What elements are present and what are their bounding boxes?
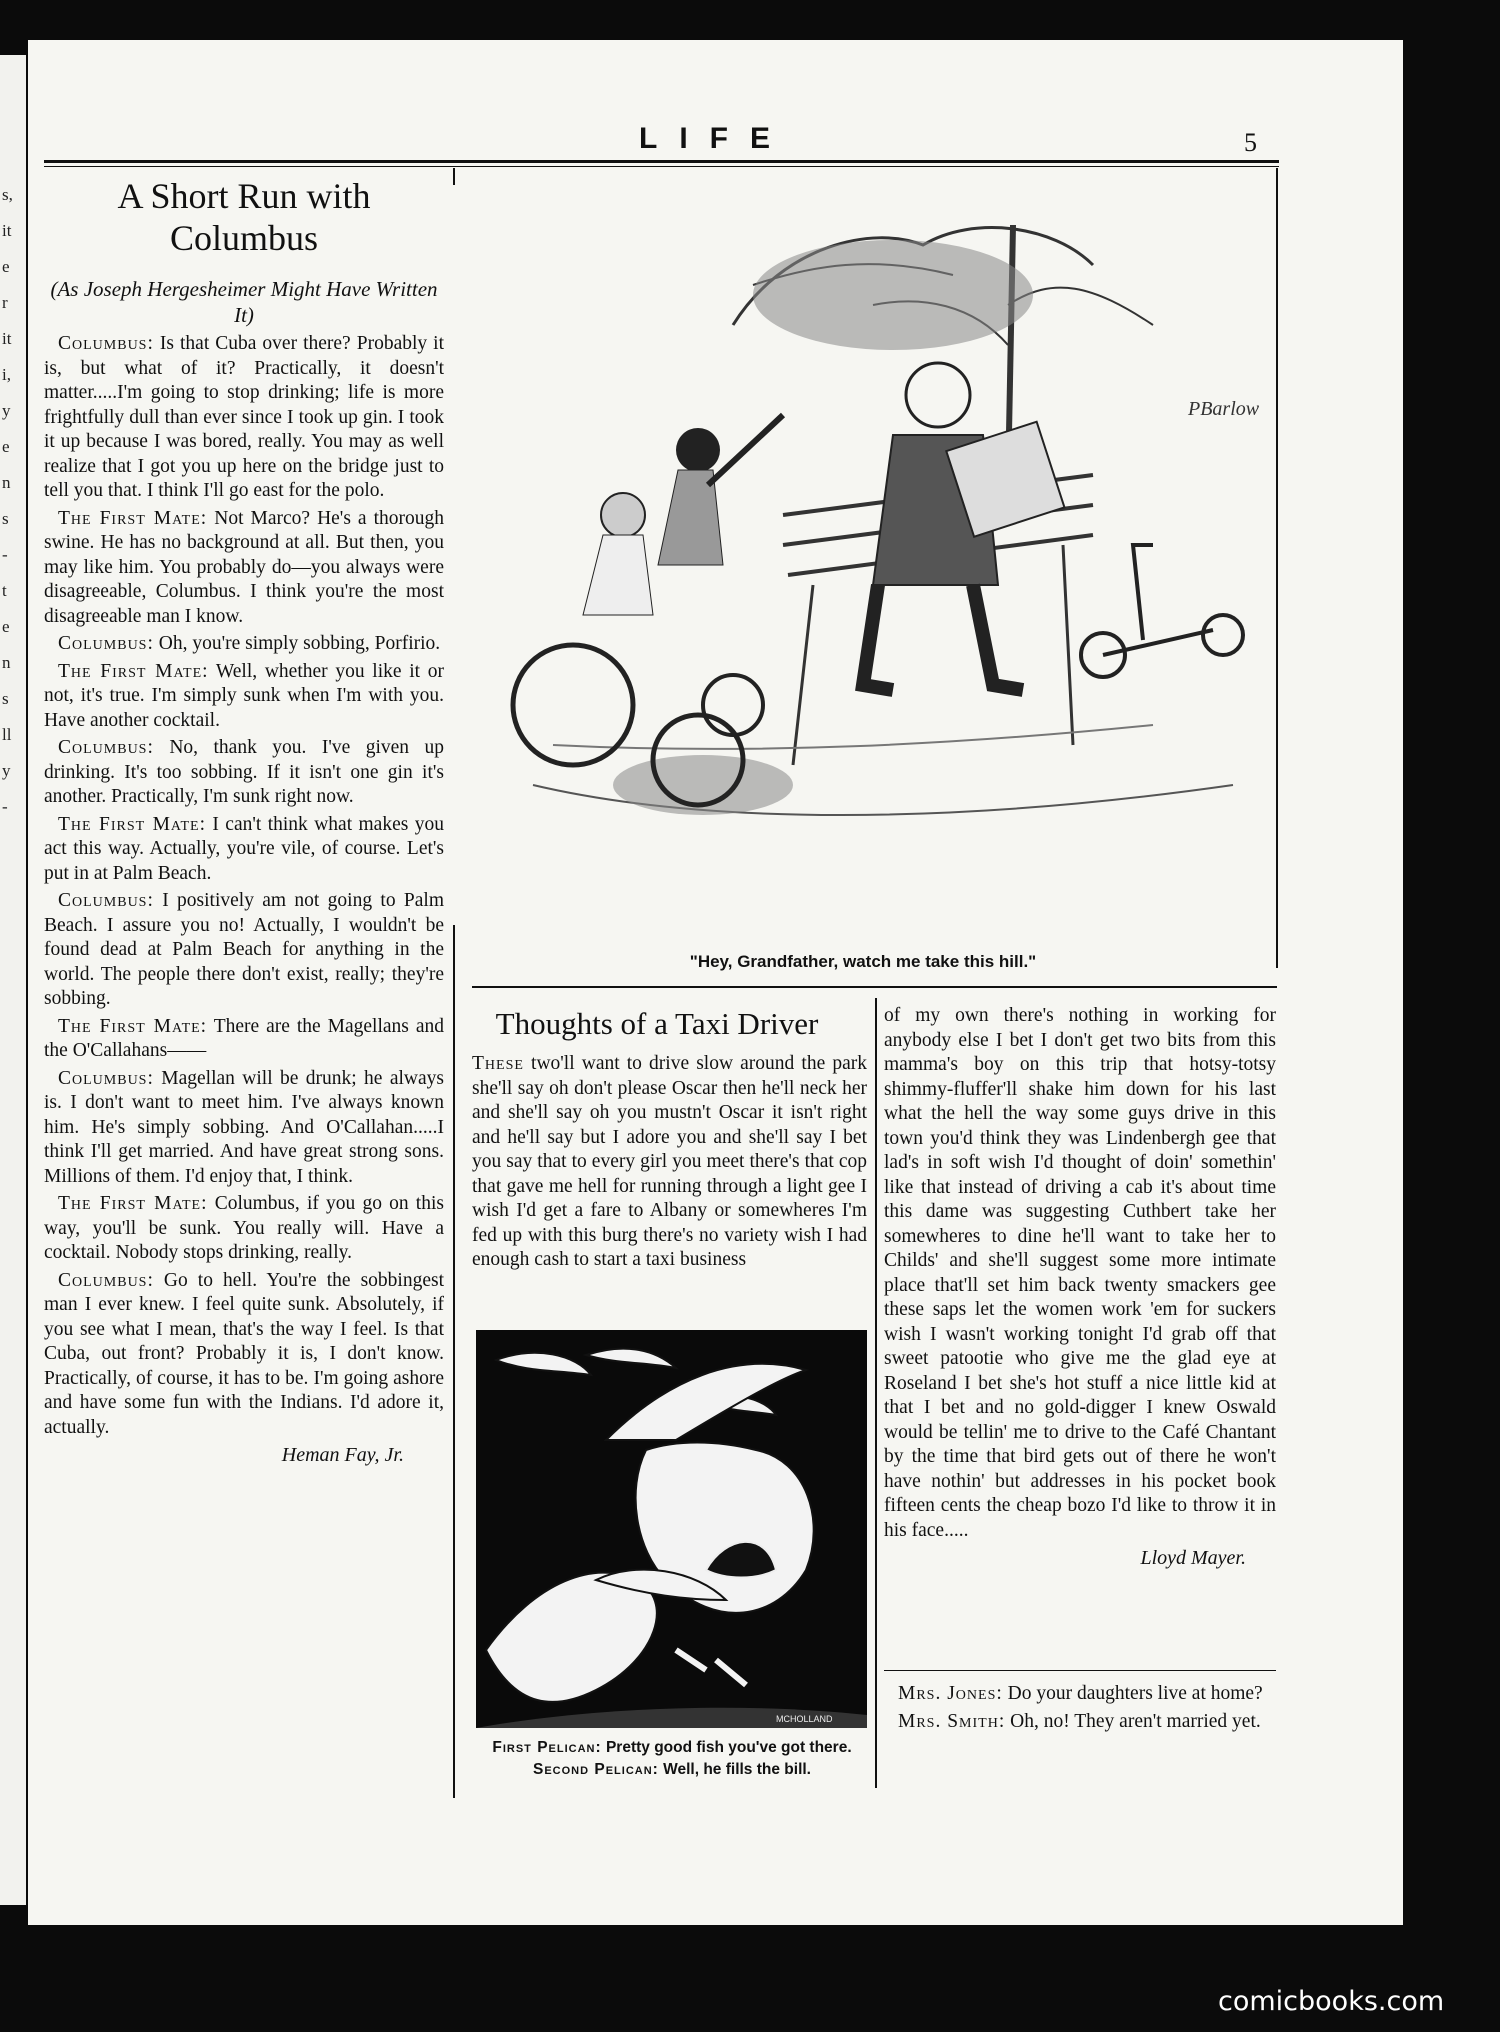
- masthead: LIFE: [639, 122, 792, 155]
- margin-fragment: e: [2, 617, 10, 636]
- margin-fragment: ll: [2, 725, 12, 744]
- joke-rule: [884, 1670, 1276, 1671]
- taxi-article-title: Thoughts of a Taxi Driver: [495, 1006, 819, 1041]
- article-paragraph: [44, 1015, 444, 1064]
- pelican-speaker-2: Second Pelican:: [533, 1761, 659, 1778]
- article-signature: Heman Fay, Jr.: [281, 1444, 404, 1466]
- article-paragraph: [44, 660, 444, 734]
- taxi-article-col2: [884, 1004, 1276, 1571]
- pelican-line-1: Pretty good fish you've got there.: [601, 1739, 852, 1756]
- speaker-label: Columbus:: [58, 890, 154, 911]
- dialogue-text: I can't think what makes you act this way. Actually, you're vile, of course. Let's put in at Palm Beach.: [44, 813, 444, 884]
- column-divider-2: [875, 998, 877, 1788]
- margin-fragment: it: [2, 221, 12, 240]
- pelican-artist-signature: MCHOLLAND: [776, 1714, 833, 1724]
- joke-block: [884, 1682, 1276, 1737]
- speaker-label: The First Mate:: [58, 660, 209, 682]
- dialogue-text: No, thank you. I've given up drinking. It's too sobbing. If it isn't one gin it's another. Practically, I'm sunk right now.: [44, 737, 444, 807]
- article-paragraph: [44, 1067, 444, 1190]
- dialogue-text: Not Marco? He's a thorough swine. He has no background at all. But then, you may like him. You probably do—you always were disagreeable, Columbus. I think you're the most disagreeable man I know.: [44, 507, 444, 627]
- margin-fragment: e: [2, 257, 10, 276]
- taxi-article-text-1: two'll want to drive slow around the park she'll say oh don't please Oscar then he'll neck her and she'll say oh you mustn't Oscar it isn't right and he'll say but I adore you and she'll say I bet you say that to every girl you meet there's that cop that gave me hell for running through a light gee I wish I'd get a fare to Albany or somewheres I'm fed up with this burg there's no variety wish I had enough cash to start a taxi business: [472, 1053, 867, 1270]
- article-paragraph: [44, 736, 444, 810]
- speaker-label: The First Mate:: [58, 813, 206, 835]
- taxi-article-col1: [472, 1052, 867, 1276]
- magazine-page: [28, 40, 1403, 1925]
- joke-line-1: Do your daughters live at home?: [1002, 1683, 1263, 1704]
- taxi-article-signature: Lloyd Mayer.: [1140, 1547, 1246, 1569]
- margin-fragment: i,: [2, 365, 11, 384]
- dialogue-text: There are the Magellans and the O'Callahans——: [44, 1015, 444, 1061]
- speaker-label: Columbus:: [58, 633, 154, 654]
- margin-fragment: s: [2, 689, 9, 708]
- margin-fragment: s,: [2, 185, 13, 204]
- speaker-label: Columbus:: [58, 1269, 154, 1291]
- dialogue-text: Magellan will be drunk; he always is. I don't want to meet him. I've always known him. He's simply sobbing. And O'Callahan.....I think I'll get married. And have great strong sons. Millions of them. I'd enjoy that, I think.: [44, 1067, 444, 1187]
- article-paragraph: [44, 889, 444, 1012]
- article-body-columbus: [44, 332, 444, 1468]
- dialogue-text: Is that Cuba over there? Probably it is, but what of it? Practically, it doesn't matter.....I'm going to stop drinking; life is more frightfully dull than ever since I took up gin. I took it up because I was bored, really. You may as well realize that I got you up here on the bridge just to tell you that. I think I'll go east for the polo.: [44, 333, 444, 501]
- article-paragraph: [44, 632, 444, 657]
- article-paragraph: [44, 332, 444, 504]
- speaker-label: Columbus:: [58, 333, 154, 354]
- dialogue-text: Columbus, if you go on this way, you'll be sunk. You really will. Have a cocktail. Nobody stops drinking, really.: [44, 1193, 444, 1263]
- margin-fragment: it: [2, 329, 12, 348]
- pelican-speaker-1: First Pelican:: [492, 1739, 602, 1756]
- margin-fragment: n: [2, 653, 11, 672]
- cartoon-caption: "Hey, Grandfather, watch me take this hill.": [689, 952, 1037, 971]
- top-rule-thin: [44, 166, 1279, 167]
- margin-fragment: n: [2, 473, 11, 492]
- article-byline: (As Joseph Hergesheimer Might Have Written It): [50, 277, 438, 327]
- speaker-label: Columbus:: [58, 737, 154, 758]
- article-paragraph: [44, 1269, 444, 1441]
- speaker-label: Columbus:: [58, 1067, 154, 1089]
- speaker-label: The First Mate:: [58, 507, 208, 529]
- article-paragraph: [44, 1192, 444, 1266]
- joke-line-2: Oh, no! They aren't married yet.: [1005, 1710, 1261, 1732]
- margin-fragment: -: [2, 797, 8, 816]
- pelican-line-2: Well, he fills the bill.: [658, 1761, 811, 1778]
- margin-fragment: r: [2, 293, 8, 312]
- grandfather-cartoon: [453, 185, 1273, 925]
- dialogue-text: I positively am not going to Palm Beach. I assure you no! Actually, I wouldn't be found dead at Palm Beach for anything in the world. The people there don't exist, really; they're sobbing.: [44, 890, 444, 1009]
- adjacent-page-strip: [0, 55, 26, 1905]
- taxi-article-lead: These: [472, 1053, 524, 1074]
- pelican-caption: [468, 1737, 876, 1781]
- margin-fragment: y: [2, 401, 11, 420]
- dialogue-text: Go to hell. You're the sobbingest man I ever knew. I feel quite sunk. Absolutely, if you see what I mean, that's the way I feel. Is that Cuba, out front? Probably it is, I don't know. Practically, of course, it has to be. I'm going ashore and have some fun with the Indians. I'd adore it, actually.: [44, 1269, 444, 1438]
- dialogue-text: Oh, you're simply sobbing, Porfirio.: [153, 633, 441, 654]
- article-title: A Short Run with Columbus: [117, 176, 371, 258]
- section-rule: [472, 986, 1277, 988]
- watermark: comicbooks.com: [1218, 1986, 1445, 2017]
- article-paragraph: [44, 507, 444, 630]
- margin-fragment: e: [2, 437, 10, 456]
- taxi-article-text-2: of my own there's nothing in working for anybody else I bet I don't get two bits from this mamma's boy on this trip that hotsy-totsy shimmy-fluffer'll shake him down for his last what the hell the way some guys drive in this town you'd think they was Lindenbergh gee that lad's in soft wish I'd thought of doin' somethin' like that instead of driving a cab it's about time this dame was suggesting Cuthbert take her somewheres to dine he'll want to take her to Childs' and she'll suggest some more intimate place that'll set him back twenty smackers gee these saps let the women work 'em for suckers wish I wasn't working tonight I'd grab off that sweet patootie who give me the glad eye at Roseland I bet she's hot stuff a nice little kid at that I bet and no gold-digger I knew Oswald would be tellin' me to drive to the Café Chantant by the time that bird gets out of there he won't have nothin' but addresses in his pocket book fifteen cents the cheap bozo I'd like to throw it in his face.....: [884, 1005, 1276, 1541]
- article-paragraph: [44, 813, 444, 887]
- margin-fragment: y: [2, 761, 11, 780]
- pelican-cartoon: [476, 1330, 867, 1728]
- joke-speaker-2: Mrs. Smith:: [898, 1710, 1006, 1732]
- cartoon-artist-signature: PBarlow: [1188, 398, 1260, 420]
- joke-speaker-1: Mrs. Jones:: [898, 1683, 1003, 1704]
- margin-fragment: t: [2, 581, 7, 600]
- speaker-label: The First Mate:: [58, 1015, 208, 1037]
- page-number: 5: [1244, 128, 1257, 157]
- margin-fragment: s: [2, 509, 9, 528]
- top-rule: [44, 160, 1279, 163]
- right-border: [1276, 168, 1278, 968]
- margin-fragment: -: [2, 545, 8, 564]
- dialogue-text: Well, whether you like it or not, it's true. I'm simply sunk when I'm with you. Have another cocktail.: [44, 660, 444, 731]
- speaker-label: The First Mate:: [58, 1193, 208, 1214]
